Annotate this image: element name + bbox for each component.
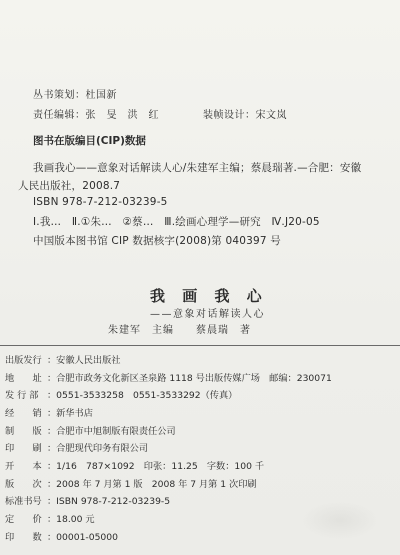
- pub-value: ：合肥市中旭制版有限责任公司: [47, 426, 176, 437]
- pub-isbn: [5, 493, 170, 507]
- cip-line-1: 我画我心——意象对话解读人心/朱建军主编；蔡晨瑞著.—合肥：安徽: [33, 162, 362, 174]
- pub-label: 制 版: [5, 426, 42, 437]
- cip-classification: Ⅰ.我… Ⅱ.①朱… ②蔡… Ⅲ.绘画心理学—研究 Ⅳ.J20-05: [33, 216, 320, 228]
- pub-distribution-dept: [5, 387, 237, 401]
- show-through-mark: [300, 500, 380, 540]
- pub-value: ：2008 年 7 月第 1 版 2008 年 7 月第 1 次印刷: [47, 479, 257, 490]
- pub-value: ：新华书店: [47, 408, 93, 419]
- pub-printer: [5, 440, 148, 454]
- book-authors: 朱建军 主编 蔡晨瑞 著: [108, 325, 251, 336]
- pub-plate-maker: [5, 423, 176, 437]
- pub-value: ：安徽人民出版社: [47, 355, 121, 366]
- pub-value: ：00001-05000: [47, 532, 118, 543]
- pub-label: 印 刷: [5, 443, 42, 454]
- divider-line: [0, 345, 400, 346]
- pub-value: ：1/16 787×1092 印张：11.25 字数：100 千: [47, 461, 265, 472]
- pub-label: 标准书号: [5, 496, 42, 507]
- pub-price: [5, 511, 95, 525]
- book-subtitle: ——意象对话解读人心: [150, 309, 265, 320]
- cip-record-number: 中国版本图书馆 CIP 数据核字(2008)第 040397 号: [33, 235, 282, 247]
- cover-designer: 装帧设计：宋文岚: [203, 110, 287, 121]
- pub-label: 定 价: [5, 514, 42, 525]
- pub-label: 地 址: [5, 373, 42, 384]
- pub-distributor: [5, 405, 93, 419]
- pub-address: [5, 370, 332, 384]
- series-planner: 丛书策划：杜国新: [33, 90, 117, 101]
- pub-value: ：ISBN 978-7-212-03239-5: [47, 496, 171, 507]
- pub-value: ：合肥市政务文化新区圣泉路 1118 号出版传媒广场 邮编：230071: [47, 373, 332, 384]
- pub-print-run: [5, 529, 118, 543]
- book-title: 我 画 我 心: [150, 287, 268, 305]
- cip-line-2: 人民出版社，2008.7: [18, 180, 121, 192]
- cip-heading: 图书在版编目(CIP)数据: [33, 135, 146, 147]
- pub-edition: [5, 476, 257, 490]
- responsible-editors: 责任编辑：张 旻 洪 红: [33, 110, 159, 121]
- pub-publisher: [5, 352, 121, 366]
- pub-label: 经 销: [5, 408, 42, 419]
- pub-label: 开 本: [5, 461, 42, 472]
- pub-value: ：合肥现代印务有限公司: [47, 443, 149, 454]
- pub-label: 印 数: [5, 532, 42, 543]
- pub-value: ：18.00 元: [47, 514, 95, 525]
- pub-format: [5, 458, 264, 472]
- pub-label: 出版发行: [5, 355, 42, 366]
- pub-value: ：0551-3533258 0551-3533292（传真）: [47, 390, 238, 401]
- pub-label: 版 次: [5, 479, 42, 490]
- cip-isbn: ISBN 978-7-212-03239-5: [33, 196, 168, 208]
- pub-label: 发 行 部: [5, 390, 39, 401]
